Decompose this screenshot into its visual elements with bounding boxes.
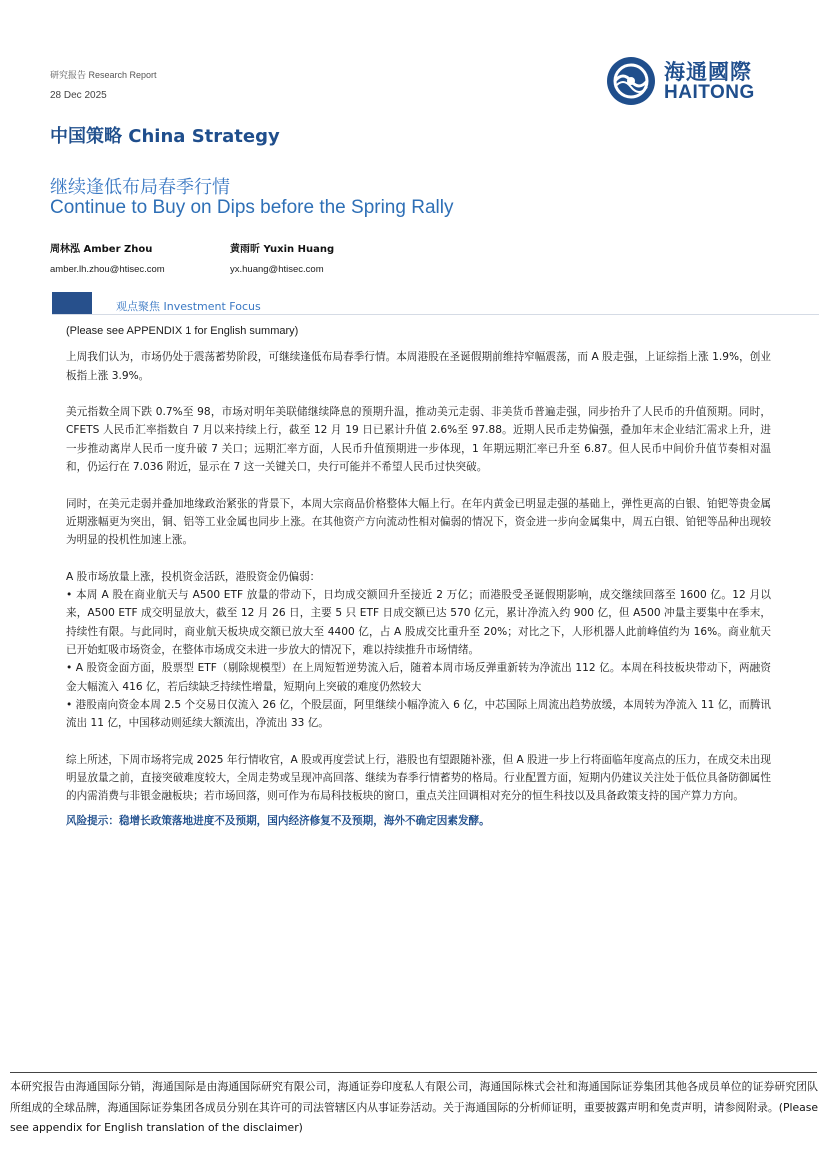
report-title-en: Continue to Buy on Dips before the Spring Rally bbox=[50, 197, 454, 218]
logo-name-en: HAITONG bbox=[664, 82, 755, 103]
paragraph: 综上所述，下周市场将完成 2025 年行情收官，A 股或再度尝试上行，港股也有望跟随补涨，但 A 股进一步上行将面临年度高点的压力，在成交未出现明显放量之前，直接突破难度较大，全周走势或呈现冲高回落、继续为春季行情蓄势的格局。行业配置方面，短期内仍建议关注处于低位具备防御属性的内需消费与非银金融板块；若市场回落，则可作为布局科技板块的窗口，重点关注回调相对充分的恒生科技以及具备政策支持的国产算力方向。 bbox=[66, 753, 771, 803]
disclaimer-footer: 本研究报告由海通国际分销，海通国际是由海通国际研究有限公司，海通证券印度私人有限公司，海通国际株式会社和海通国际证券集团其他各成员单位的证券研究团队所组成的全球品牌，海通国际证券集团各成员分别在其许可的司法管辖区内从事证券活动。关于海通国际的分析师证明，重要披露声明和免责声明，请参阅附录。(Please see appendix for English translation of the disclaimer) bbox=[10, 1080, 818, 1134]
paragraph: 同时，在美元走弱并叠加地缘政治紧张的背景下，本周大宗商品价格整体大幅上行。在年内黄金已明显走强的基础上，弹性更高的白银、铂钯等贵金属近期涨幅更为突出，铜、铝等工业金属也同步上涨。在其他资产方向流动性相对偏弱的情况下，资金进一步向金属集中，周五白银、铂钯等品种出现较为明显的投机性加速上涨。 bbox=[66, 497, 771, 547]
author-email[interactable]: amber.lh.zhou@htisec.com bbox=[50, 264, 165, 275]
author-name: 黄雨昕 Yuxin Huang bbox=[230, 244, 335, 255]
risk-warning bbox=[66, 812, 771, 830]
haitong-logo-icon bbox=[606, 56, 656, 106]
appendix-note: (Please see APPENDIX 1 for English summary) bbox=[66, 325, 299, 337]
divider bbox=[52, 314, 819, 315]
paragraph-intro: A 股市场放量上涨，投机资金活跃，港股资金仍偏弱： bbox=[66, 570, 321, 583]
report-date: 28 Dec 2025 bbox=[50, 90, 107, 101]
author-email[interactable]: yx.huang@htisec.com bbox=[230, 264, 324, 275]
focus-marker bbox=[52, 292, 92, 314]
footer-divider bbox=[10, 1072, 817, 1073]
report-title-cn: 继续逢低布局春季行情 bbox=[50, 177, 230, 198]
bullet-item: • 港股南向资金本周 2.5 个交易日仅流入 26 亿，个股层面，阿里继续小幅净流入 6 亿，中芯国际上周流出趋势放缓，本周转为净流入 11 亿，而腾讯流出 11 亿，中国移动则延续大额流出，净流出 33 亿。 bbox=[66, 698, 771, 730]
risk-text: 稳增长政策落地进度不及预期，国内经济修复不及预期，海外不确定因素发酵。 bbox=[118, 814, 490, 827]
haitong-logo bbox=[606, 52, 776, 108]
paragraph: 美元指数全周下跌 0.7%至 98，市场对明年美联储继续降息的预期升温，推动美元走弱、非美货币普遍走强，同步抬升了人民币的升值预期。同时，CFETS 人民币汇率指数自 7 月以来持续上行，截至 12 月 19 日已累计升值 2.6%至 97.88。近期人民币走势偏强，叠加年末企业结汇需求上升，进一步推动离岸人民币一度升破 7 关口；远期汇率方面，人民币升值预期进一步体现，1 年期远期汇率已升至 6.87。但人民币中间价升值节奏相对温和，仍运行在 7.036 附近，显示在 7 这一关键关口，央行可能并不希望人民币过快突破。 bbox=[66, 406, 771, 474]
author-name: 周林泓 Amber Zhou bbox=[50, 244, 153, 255]
bullet-item: • A 股资金面方面，股票型 ETF（剔除规模型）在上周短暂逆势流入后，随着本周市场反弹重新转为净流出 112 亿。本周在科技板块带动下，两融资金大幅流入 416 亿，若后续缺乏持续性增量，短期向上突破的难度仍然较大 bbox=[66, 662, 771, 693]
logo-name-cn: 海通國際 bbox=[664, 60, 752, 84]
focus-heading: 观点聚焦 Investment Focus bbox=[116, 300, 261, 313]
risk-label: 风险提示： bbox=[66, 814, 119, 827]
report-type: 研究报告 Research Report bbox=[50, 70, 157, 80]
section-title: 中国策略 China Strategy bbox=[50, 126, 280, 147]
bullet-item: • 本周 A 股在商业航天与 A500 ETF 放量的带动下，日均成交额回升至接近 2 万亿；而港股受圣诞假期影响，成交继续回落至 1600 亿。12 月以来，A500 ETF 成交明显放大，截至 12 月 26 日，主要 5 只 ETF 日成交额已达 570 亿元，累计净流入约 900 亿，但 A500 冲量主要集中在季末，持续性有限。与此同时，商业航天板块成交额已放大至 4400 亿，占 A 股成交比重升至 20%；对比之下，人形机器人此前峰值约为 16%。商业航天已开始虹吸市场资金，在整体市场成交未进一步放大的情况下，难以持续推升市场情绪。 bbox=[66, 589, 771, 657]
paragraph: 上周我们认为，市场仍处于震荡蓄势阶段，可继续逢低布局春季行情。本周港股在圣诞假期前维持窄幅震荡，而 A 股走强，上证综指上涨 1.9%，创业板指上涨 3.9%。 bbox=[66, 351, 771, 382]
report-body bbox=[66, 322, 771, 830]
